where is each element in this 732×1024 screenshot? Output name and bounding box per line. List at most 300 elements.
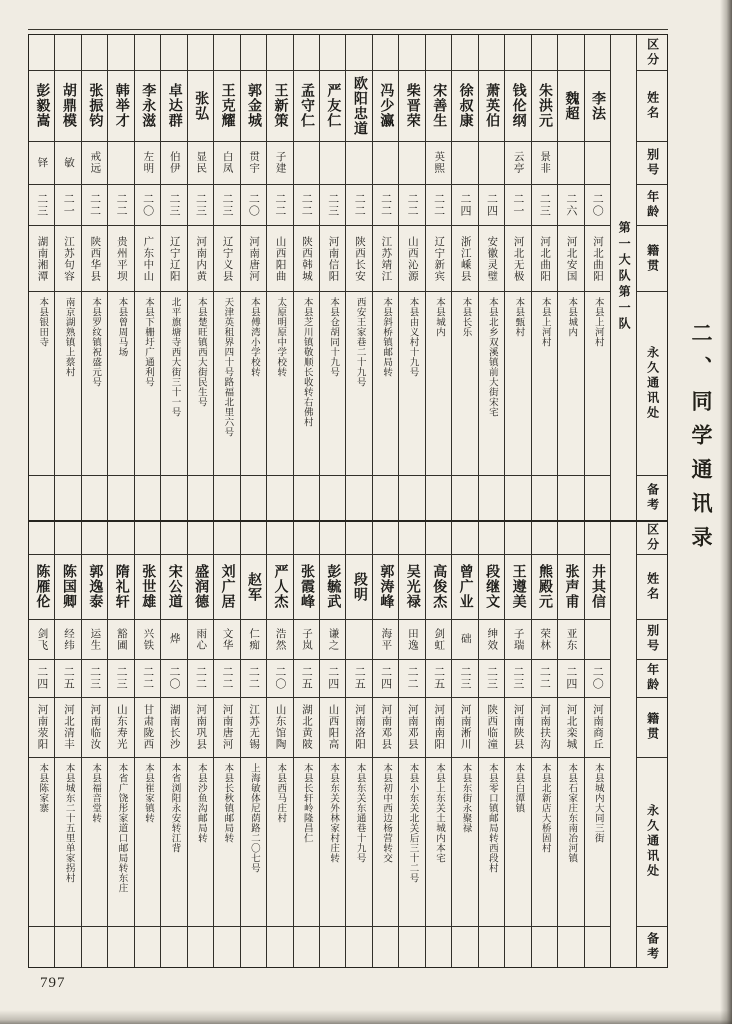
person-name: 萧英伯 [479,71,504,141]
person-native-place: 河南内黄 [188,226,213,291]
person-alias [479,142,504,186]
person-address: 本县仓胡同十九号 [320,292,345,476]
person-division-cell [532,522,557,555]
person-address: 本县上河村 [585,292,610,476]
person-alias: 仁痴 [241,620,266,660]
person-note [188,927,213,967]
person-native-place: 河南临汝 [82,698,107,758]
person-column [505,35,531,520]
person-note [161,476,186,520]
person-age: 二〇 [161,660,186,698]
person-column [108,35,134,520]
person-address: 本县芝川镇敬顺长收转右佛村 [294,292,319,476]
person-column [532,522,558,967]
directory-table-section-1 [29,35,667,520]
person-division-cell [82,522,107,555]
person-column [346,35,372,520]
person-note [108,927,133,967]
person-name: 王克耀 [214,71,239,141]
person-note [373,476,398,520]
person-column [294,35,320,520]
person-column [399,35,425,520]
person-age: 二三 [214,185,239,226]
person-note [29,476,54,520]
person-alias: 浩然 [267,620,292,660]
person-column [558,35,584,520]
person-alias [558,142,583,186]
person-column [135,522,161,967]
chapter-title: 二、同学通讯录 [689,322,713,560]
person-address: 本县上东关土城内本宅 [426,758,451,927]
person-note [55,927,80,967]
person-name: 严人杰 [267,555,292,620]
person-native-place: 河北无极 [505,226,530,291]
person-note [399,927,424,967]
person-address: 本县陈家寨 [29,758,54,927]
person-name: 欧阳忠道 [346,71,371,141]
person-alias [585,620,610,660]
person-column [294,522,320,967]
person-address: 本县斜桥镇邮局转 [373,292,398,476]
person-name: 盛润德 [188,555,213,620]
person-alias: 雨心 [188,620,213,660]
person-name: 郭金城 [241,71,266,141]
person-column [320,35,346,520]
person-division-cell [426,35,451,71]
person-alias [294,142,319,186]
person-native-place: 陕西临潼 [479,698,504,758]
person-name: 李永滋 [135,71,160,141]
person-address: 本县小东关北关后三十二号 [399,758,424,927]
person-address: 南京湖熟镇上蔡村 [55,292,80,476]
person-column [55,522,81,967]
person-native-place: 河北栾城 [558,698,583,758]
person-columns [29,35,611,520]
header-native-place: 籍贯 [637,226,667,291]
person-alias: 田逸 [399,620,424,660]
person-alias [346,142,371,186]
person-alias: 敏 [55,142,80,186]
person-alias [452,142,477,186]
person-address: 本县崔家镇转 [135,758,160,927]
person-division-cell [82,35,107,71]
person-alias: 经纬 [55,620,80,660]
header-name: 姓名 [637,555,667,620]
header-address: 永久通讯处 [637,292,667,476]
person-age: 二二 [135,660,160,698]
book-edge-right [720,0,732,1024]
person-native-place: 河南邓县 [373,698,398,758]
person-name: 张霞峰 [294,555,319,620]
person-address: 本省浏阳永安转江背 [161,758,186,927]
person-name: 李法 [585,71,610,141]
person-native-place: 山西阳曲 [267,226,292,291]
person-native-place: 河北曲阳 [585,226,610,291]
person-note [267,927,292,967]
person-age: 二二 [267,185,292,226]
person-name: 胡鼎模 [55,71,80,141]
person-column [29,522,55,967]
person-alias: 左明 [135,142,160,186]
person-division-cell [294,35,319,71]
person-division-cell [346,35,371,71]
person-age: 二二 [532,660,557,698]
person-age: 二五 [426,660,451,698]
person-age: 二六 [558,185,583,226]
person-alias [108,142,133,186]
person-division-cell [55,522,80,555]
person-name: 张弘 [188,71,213,141]
person-note [161,927,186,967]
person-native-place: 山西沁源 [399,226,424,291]
person-native-place: 安徽灵璧 [479,226,504,291]
person-name: 张世雄 [135,555,160,620]
person-division-cell [161,522,186,555]
person-alias: 运生 [82,620,107,660]
person-native-place: 河北曲阳 [532,226,557,291]
person-native-place: 湖北黄陂 [294,698,319,758]
person-division-cell [267,35,292,71]
person-division-cell [452,35,477,71]
person-age: 二二 [426,185,451,226]
person-native-place: 江苏句容 [55,226,80,291]
person-division-cell [320,522,345,555]
person-note [294,476,319,520]
person-name: 郭逸泰 [82,555,107,620]
person-alias: 豁圃 [108,620,133,660]
person-division-cell [29,522,54,555]
person-name: 吴光禄 [399,555,424,620]
person-division-cell [108,35,133,71]
person-note [320,476,345,520]
person-column [135,35,161,520]
person-native-place: 陕西韩城 [294,226,319,291]
person-alias: 荣林 [532,620,557,660]
person-note [452,476,477,520]
person-name: 卓达群 [161,71,186,141]
person-address: 本县零口镇邮局转西段村 [479,758,504,927]
header-age: 年龄 [637,660,667,698]
person-division-cell [479,522,504,555]
person-division-cell [188,35,213,71]
header-alias: 别号 [637,142,667,186]
person-address: 本县白潭镇 [505,758,530,927]
person-alias: 亚东 [558,620,583,660]
person-name: 刘广居 [214,555,239,620]
person-age: 二三 [532,185,557,226]
person-note [214,927,239,967]
person-address: 本县东关东通巷十九号 [346,758,371,927]
person-note [585,476,610,520]
person-alias: 剑虹 [426,620,451,660]
person-note [82,927,107,967]
person-name: 曾广业 [452,555,477,620]
person-address: 本县石家庄东南冶河镇 [558,758,583,927]
person-address: 本县甄村 [505,292,530,476]
person-name: 井其信 [585,555,610,620]
person-age: 二二 [294,185,319,226]
person-name: 段继文 [479,555,504,620]
header-alias: 别号 [637,620,667,660]
person-address: 上海敏体尼荫路二〇七号 [241,758,266,927]
person-division-cell [241,522,266,555]
frame-outer-rule [28,29,668,30]
person-column [214,35,240,520]
person-address: 本县城内大同三街 [585,758,610,927]
person-note [108,476,133,520]
person-address: 本县曾周马场 [108,292,133,476]
person-address: 本县上河村 [532,292,557,476]
person-age: 二四 [373,660,398,698]
person-column [373,35,399,520]
person-division-cell [452,522,477,555]
book-edge-bottom [0,1010,732,1024]
person-note [426,927,451,967]
person-native-place: 陕西长安 [346,226,371,291]
person-native-place: 河北清丰 [55,698,80,758]
person-age: 二四 [320,660,345,698]
person-age: 二〇 [585,660,610,698]
person-native-place: 河南淅川 [452,698,477,758]
person-column [532,35,558,520]
person-division-cell [108,522,133,555]
person-column [426,522,452,967]
header-note: 备考 [645,482,660,513]
person-alias: 白凤 [214,142,239,186]
person-age: 二二 [82,185,107,226]
person-column [108,522,134,967]
header-division: 区分 [637,522,667,555]
person-name: 熊殿元 [532,555,557,620]
person-note [267,476,292,520]
person-alias: 戒远 [82,142,107,186]
person-address: 本县由义村十九号 [399,292,424,476]
person-division-cell [294,522,319,555]
person-alias: 文华 [214,620,239,660]
person-note [135,927,160,967]
person-division-cell [426,522,451,555]
person-address: 本县长轩岭隆昌仁 [294,758,319,927]
person-division-cell [214,522,239,555]
person-native-place: 河南洛阳 [346,698,371,758]
person-note [558,927,583,967]
person-column [585,522,611,967]
person-alias: 云亭 [505,142,530,186]
person-column [399,522,425,967]
person-native-place: 辽宁辽阳 [161,226,186,291]
person-alias: 英熙 [426,142,451,186]
person-column [346,522,372,967]
person-address: 本县长秋镇邮局转 [214,758,239,927]
person-age: 二二 [373,185,398,226]
person-alias: 海平 [373,620,398,660]
header-address: 永久通讯处 [637,758,667,927]
person-name: 王新策 [267,71,292,141]
directory-table-frame [28,34,668,968]
person-age: 二四 [29,660,54,698]
page-number: 797 [40,975,66,991]
person-division-cell [55,35,80,71]
person-age: 二三 [108,660,133,698]
person-address: 本县西马庄村 [267,758,292,927]
person-native-place: 河南陕县 [505,698,530,758]
person-alias: 础 [452,620,477,660]
group-label: 第一大队第一队 [617,221,632,334]
person-alias: 烨 [161,620,186,660]
person-age: 二五 [55,660,80,698]
person-native-place: 山东寿光 [108,698,133,758]
person-name: 王遵美 [505,555,530,620]
person-note [135,476,160,520]
person-alias [585,142,610,186]
person-column [267,35,293,520]
person-address: 天津英租界四十号路福北里六号 [214,292,239,476]
person-alias [346,620,371,660]
person-note [373,927,398,967]
person-native-place: 河南巩县 [188,698,213,758]
person-address: 西安王家巷二十九号 [346,292,371,476]
person-alias [320,142,345,186]
person-name: 陈国卿 [55,555,80,620]
person-note [585,927,610,967]
person-note [505,476,530,520]
person-note [479,927,504,967]
header-note: 备考 [645,931,660,962]
person-column [373,522,399,967]
person-alias: 子建 [267,142,292,186]
person-native-place: 湖南长沙 [161,698,186,758]
person-alias: 绅效 [479,620,504,660]
person-note [532,927,557,967]
person-alias [373,142,398,186]
person-address: 本县下栅圩广通利号 [135,292,160,476]
person-division-cell [346,522,371,555]
header-division: 区分 [637,35,667,71]
person-age: 二〇 [241,185,266,226]
person-note [346,476,371,520]
person-column [426,35,452,520]
person-note [505,927,530,967]
person-native-place: 江苏靖江 [373,226,398,291]
person-native-place: 河南信阳 [320,226,345,291]
person-name: 严友仁 [320,71,345,141]
person-note [320,927,345,967]
person-age: 二五 [294,660,319,698]
person-column [55,35,81,520]
person-note [214,476,239,520]
person-address: 本省广饶彤家道口邮局转东庄 [108,758,133,927]
person-age: 二一 [505,185,530,226]
person-address: 本县沙鱼沟邮局转 [188,758,213,927]
person-note [346,927,371,967]
header-name: 姓名 [637,71,667,141]
person-name: 陈雁伦 [29,555,54,620]
person-note [82,476,107,520]
person-division-cell [241,35,266,71]
person-alias: 铎 [29,142,54,186]
person-native-place: 甘肃陇西 [135,698,160,758]
person-division-cell [373,522,398,555]
person-age: 二三 [505,660,530,698]
directory-table-section-2 [29,520,667,967]
person-native-place: 浙江嵊县 [452,226,477,291]
person-address: 本县城东二十五里单家拐村 [55,758,80,927]
person-name: 彭毅嵩 [29,71,54,141]
group-column [611,35,637,520]
person-name: 彭毓武 [320,555,345,620]
person-division-cell [373,35,398,71]
person-name: 钱伦纲 [505,71,530,141]
person-address: 本县福音堂转 [82,758,107,927]
person-columns [29,522,611,967]
person-alias: 剑飞 [29,620,54,660]
person-address: 北平旗塘寺西大街三十一号 [161,292,186,476]
person-address: 本县城内 [558,292,583,476]
person-age: 二四 [479,185,504,226]
person-address: 本县东关外林家村庄转 [320,758,345,927]
person-address: 本县北乡双溪镇前大街宋宅 [479,292,504,476]
person-age: 二三 [320,185,345,226]
person-native-place: 广东中山 [135,226,160,291]
header-column [637,35,667,520]
person-column [82,35,108,520]
person-division-cell [558,522,583,555]
person-native-place: 河南荥阳 [29,698,54,758]
person-note [399,476,424,520]
person-name: 魏超 [558,71,583,141]
person-column [188,35,214,520]
person-column [320,522,346,967]
person-address: 本县北新店大桥固村 [532,758,557,927]
person-division-cell [320,35,345,71]
person-native-place: 山西阳高 [320,698,345,758]
person-name: 冯少瀛 [373,71,398,141]
person-name: 徐叔康 [452,71,477,141]
person-column [505,522,531,967]
person-address: 本县城内 [426,292,451,476]
person-native-place: 山东馆陶 [267,698,292,758]
person-address: 本县银田寺 [29,292,54,476]
person-age: 二三 [188,185,213,226]
person-note [55,476,80,520]
person-alias: 子岚 [294,620,319,660]
person-alias: 兴铁 [135,620,160,660]
person-column [267,522,293,967]
person-division-cell [558,35,583,71]
person-native-place: 陕西华县 [82,226,107,291]
person-address: 太原明原中学校转 [267,292,292,476]
person-division-cell [532,35,557,71]
person-alias: 显民 [188,142,213,186]
person-native-place: 湖南湘潭 [29,226,54,291]
person-address: 本县东街永聚禄 [452,758,477,927]
person-note [241,476,266,520]
person-division-cell [135,35,160,71]
person-alias: 谦之 [320,620,345,660]
person-division-cell [505,35,530,71]
person-division-cell [505,522,530,555]
person-note [294,927,319,967]
person-native-place: 河南扶沟 [532,698,557,758]
person-division-cell [214,35,239,71]
person-division-cell [399,35,424,71]
person-column [161,35,187,520]
person-name: 郭涛峰 [373,555,398,620]
person-address: 本县长乐 [452,292,477,476]
person-age: 二二 [346,185,371,226]
person-alias: 景非 [532,142,557,186]
person-age: 二三 [82,660,107,698]
